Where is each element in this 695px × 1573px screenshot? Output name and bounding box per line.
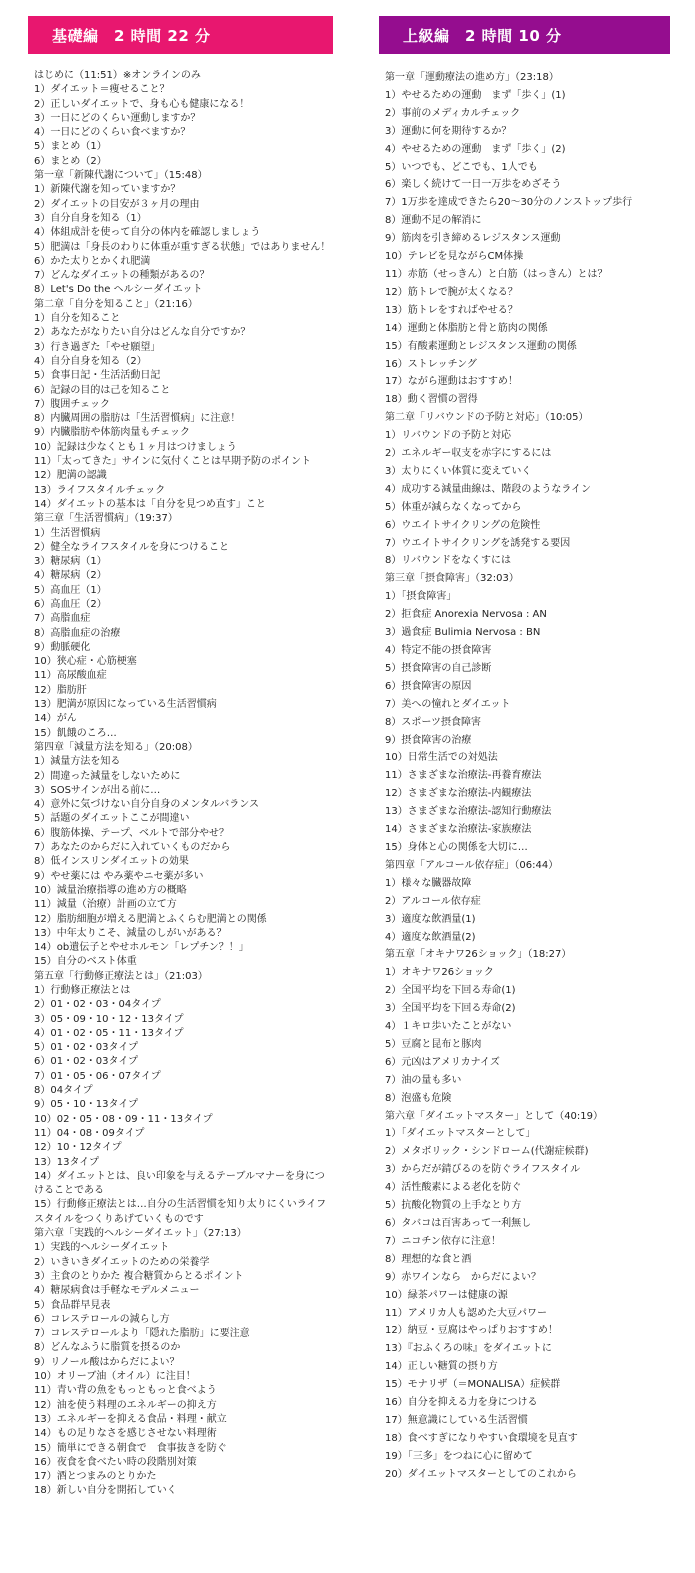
list-item: はじめに（11:51）※オンラインのみ: [34, 70, 201, 81]
list-item: 15）簡単にできる朝食で 食事抜きを防ぐ: [34, 1442, 227, 1454]
list-item: 2）あなたがなりたい自分はどんな自分ですか？: [34, 327, 251, 339]
list-item: 11）赤筋（せっきん）と白筋（はっきん）とは？: [385, 268, 608, 280]
list-item: 6）01・02・03タイプ: [34, 1056, 139, 1068]
list-item: 1）リバウンドの予防と対応: [385, 430, 512, 442]
list-item: 1）新陳代謝を知っていますか？: [34, 184, 181, 196]
list-item: 10）オリーブ油（オイル）に注目！: [34, 1371, 196, 1383]
list-item: 14）ダイエットとは、良い印象を与えるテーブルマナーを身につけることである: [34, 1170, 325, 1197]
list-item: 3）からだが錆びるのを防ぐライフスタイル: [385, 1164, 581, 1176]
list-item: 5）高血圧（1）: [34, 584, 107, 596]
list-item: 1）様々な臓器故障: [385, 877, 472, 889]
list-item: 1）減量方法を知る: [34, 756, 121, 768]
list-item: 9）やせ薬には やみ薬やニセ薬が多い: [34, 870, 204, 882]
list-item: 8）リバウンドをなくすには: [385, 555, 512, 567]
list-item: 11）アメリカ人も認めた大豆パワー: [385, 1307, 548, 1319]
list-item: 5）食事日記・生活活動日記: [34, 370, 161, 382]
list-item: 3）自分自身を知る（1）: [34, 212, 147, 224]
list-item: 4）体組成計を使って自分の体内を確認しましょう: [34, 227, 261, 239]
list-item: 9）筋肉を引き締めるレジスタンス運動: [385, 233, 561, 245]
list-item: 14）もの足りなさを感じさせない料理術: [34, 1428, 217, 1440]
list-item: 6）元凶はアメリカナイズ: [385, 1056, 500, 1068]
list-item: 6）腹筋体操、テープ、ベルトで部分やせ？: [34, 827, 230, 839]
list-item: 8）低インスリンダイエットの効果: [34, 856, 189, 868]
list-item: 6）高血圧（2）: [34, 598, 107, 610]
list-item: 14）ob遺伝子とやせホルモン「レプチン？！」: [34, 942, 249, 954]
basic-course-title: 基礎編 2 時間 22 分: [52, 26, 211, 45]
list-item: 16）自分を抑える力を身につける: [385, 1397, 538, 1409]
list-item: 第二章「リバウンドの予防と対応」（10:05）: [385, 412, 589, 424]
list-item: 8）泡盛も危険: [385, 1092, 452, 1104]
list-item: 16）夜食を食べたい時の段階別対策: [34, 1456, 197, 1468]
list-item: 1）生活習慣病: [34, 527, 101, 539]
list-item: 2）アルコール依存症: [385, 895, 481, 907]
list-item: 10）記録は少なくとも１ヶ月はつけましょう: [34, 441, 237, 453]
list-item: 15）行動修正療法とは…自分の生活習慣を知り太りにくいライフスタイルをつくりあげていくものです: [34, 1199, 327, 1225]
list-item: 10）減量治療指導の進め方の概略: [34, 884, 187, 896]
list-item: 17）ながら運動はおすすめ！: [385, 376, 518, 388]
advanced-course-header: [379, 16, 670, 54]
list-item: 5）話題のダイエットここが間違い: [34, 813, 190, 825]
list-item: 第一章「新陳代謝について」（15:48）: [34, 170, 208, 182]
list-item: 4）糖尿病食は手軽なモデルメニュー: [34, 1285, 200, 1297]
list-item: 18）新しい自分を開拓していく: [34, 1485, 177, 1497]
basic-course-column: [28, 16, 333, 1499]
list-item: 5）食品群早見表: [34, 1299, 111, 1311]
list-item: 8）スポーツ摂食障害: [385, 716, 481, 728]
list-item: 3）運動に何を期待するか？: [385, 125, 512, 137]
list-item: 13）エネルギーを抑える食品・料理・献立: [34, 1413, 227, 1425]
list-item: 5）いつでも、どこでも、1人でも: [385, 161, 538, 173]
list-item: 6）タバコは百害あって一利無し: [385, 1218, 532, 1229]
list-item: 7）01・05・06・07タイプ: [34, 1070, 161, 1082]
list-item: 14）正しい糖質の摂り方: [385, 1361, 498, 1373]
list-item: 13）さまざまな治療法-認知行動療法: [385, 806, 552, 818]
list-item: 7）あなたのからだに入れていくものだから: [34, 842, 231, 854]
list-item: 12）脂肪肝: [34, 684, 87, 696]
list-item: 13）中年太りこそ、減量のしがいがある？: [34, 927, 227, 939]
list-item: 14）さまざまな治療法-家族療法: [385, 824, 532, 836]
list-item: 第二章「自分を知ること」（21:16）: [34, 298, 198, 310]
list-item: 4）１キロ歩いたことがない: [385, 1021, 512, 1033]
list-item: 第三章「生活習慣病」（19:37）: [34, 513, 178, 525]
list-item: 8）Let's Do the ヘルシーダイエット: [34, 284, 203, 296]
list-item: 13）13タイプ: [34, 1156, 99, 1168]
list-item: 6）楽しく続けて一日一万歩をめざそう: [385, 179, 562, 191]
list-item: 13）『おふくろの味』をダイエットに: [385, 1343, 552, 1355]
list-item: 15）自分のベスト体重: [34, 956, 137, 968]
list-item: 11）さまざまな治療法-再養育療法: [385, 770, 542, 782]
list-item: 3）過食症 Bulimia Nervosa : BN: [385, 627, 541, 639]
list-item: 1）実践的ヘルシーダイエット: [34, 1242, 170, 1254]
list-item: 2）間違った減量をしないために: [34, 770, 181, 782]
list-item: 15）身体と心の関係を大切に…: [385, 841, 528, 853]
list-item: 10）テレビを見ながらCM体操: [385, 251, 524, 263]
list-item: 12）10・12タイプ: [34, 1142, 122, 1154]
list-item: 17）酒とつまみのとりかた: [34, 1471, 157, 1483]
list-item: 8）高脂血症の治療: [34, 627, 121, 639]
list-item: 17）無意識にしている生活習慣: [385, 1414, 528, 1426]
list-item: 14）運動と体脂肪と骨と筋肉の関係: [385, 322, 548, 334]
list-item: 5）01・02・03タイプ: [34, 1042, 139, 1054]
list-item: 2）ダイエットの目安が３ヶ月の理由: [34, 198, 200, 210]
list-item: 1）ダイエット＝痩せること？: [34, 84, 170, 96]
advanced-course-column: [379, 16, 670, 1484]
list-item: 第一章「運動療法の進め方」（23:18）: [385, 72, 559, 83]
list-item: 11）「太ってきた」サインに気付くことは早期予防のポイント: [34, 456, 312, 468]
list-item: 7）腹囲チェック: [34, 398, 111, 410]
list-item: 2）健全なライフスタイルを身につけること: [34, 541, 229, 553]
list-item: 1）オキナワ26ショック: [385, 967, 494, 979]
list-item: 6）まとめ（2）: [34, 155, 107, 167]
list-item: 15）モナリザ（＝MONALISA）症候群: [385, 1379, 561, 1391]
list-item: 3）SOSサインが出る前に…: [34, 784, 161, 796]
list-item: 7）コレステロールより「隠れた脂肪」に要注意: [34, 1328, 250, 1340]
list-item: 20）ダイエットマスターとしてのこれから: [385, 1468, 577, 1480]
list-item: 2）拒食症 Anorexia Nervosa : AN: [385, 609, 547, 621]
list-item: 10）緑茶パワーは健康の源: [385, 1289, 508, 1301]
list-item: 2）いきいきダイエットのための栄養学: [34, 1256, 210, 1268]
list-item: 11）青い背の魚をもっともっと食べよう: [34, 1385, 217, 1397]
list-item: 13）肥満が原因になっている生活習慣病: [34, 699, 217, 711]
list-item: 3）主食のとりかた 複合糖質からとるポイント: [34, 1270, 244, 1282]
list-item: 5）体重が減らなくなってから: [385, 501, 522, 513]
list-item: 第四章「アルコール依存症」（06:44）: [385, 859, 559, 871]
list-item: 6）記録の目的は己を知ること: [34, 384, 171, 396]
list-item: 19）「三多」をつねに心に留めて: [385, 1450, 533, 1462]
list-item: 1）行動修正療法とは: [34, 985, 131, 996]
list-item: 2）事前のメディカルチェック: [385, 107, 521, 119]
list-item: 第六章「ダイエットマスター」として（40:19）: [385, 1110, 604, 1122]
list-item: 3）全国平均を下回る寿命(2): [385, 1003, 516, 1015]
list-item: 5）豆腐と昆布と豚肉: [385, 1038, 482, 1050]
list-item: 2）エネルギー収支を赤字にするには: [385, 448, 552, 460]
list-item: 3）適度な飲酒量(1): [385, 913, 476, 925]
advanced-course-chapter-list: [385, 69, 670, 1484]
list-item: 4）一日にどのくらい食べますか？: [34, 127, 191, 139]
list-item: 5）摂食障害の自己診断: [385, 662, 492, 674]
list-item: 8）どんなふうに脂質を摂るのか: [34, 1342, 181, 1354]
list-item: 5）肥満は「身長のわりに体重が重すぎる状態」ではありません！: [34, 241, 331, 253]
list-item: 9）05・10・13タイプ: [34, 1099, 139, 1111]
list-item: 9）赤ワインなら からだによい？: [385, 1271, 542, 1283]
list-item: 12）納豆・豆腐はやっぱりおすすめ！: [385, 1325, 558, 1337]
list-item: 3）一日にどのくらい運動しますか？: [34, 112, 201, 124]
list-item: 14）がん: [34, 713, 77, 725]
list-item: 第六章「実践的ヘルシーダイエット」（27:13）: [34, 1228, 247, 1240]
basic-course-chapter-list: [34, 69, 333, 1499]
list-item: 第四章「減量方法を知る」（20:08）: [34, 741, 198, 753]
list-item: 第五章「行動修正療法とは」（21:03）: [34, 970, 208, 982]
list-item: 10）狭心症・心筋梗塞: [34, 656, 137, 668]
list-item: 10）日常生活での対処法: [385, 752, 498, 764]
list-item: 9）摂食障害の治療: [385, 734, 472, 746]
list-item: 4）特定不能の摂食障害: [385, 645, 492, 656]
list-item: 2）全国平均を下回る寿命(1): [385, 985, 516, 997]
list-item: 15）有酸素運動とレジスタンス運動の関係: [385, 340, 577, 352]
list-item: 4）やせるための運動 まず「歩く」(2): [385, 143, 566, 155]
list-item: 7）どんなダイエットの種類があるの？: [34, 270, 210, 282]
list-item: 9）内臓脂肪や体筋肉量もチェック: [34, 427, 191, 439]
list-item: 3）行き過ぎた「やせ願望」: [34, 341, 161, 353]
basic-course-header: [28, 16, 333, 54]
list-item: 8）理想的な食と酒: [385, 1253, 472, 1265]
list-item: 第三章「摂食障害」（32:03）: [385, 573, 519, 585]
list-item: 18）動く習慣の習得: [385, 394, 478, 406]
list-item: 10）02・05・08・09・11・13タイプ: [34, 1113, 213, 1125]
list-item: 2）メタボリック・シンドローム(代謝症候群): [385, 1146, 589, 1158]
list-item: 4）意外に気づけない自分自身のメンタルバランス: [34, 799, 259, 811]
list-item: 15）飢餓のころ…: [34, 727, 117, 739]
list-item: 16）ストレッチング: [385, 358, 477, 370]
list-item: 11）減量（治療）計画の立て方: [34, 899, 177, 911]
list-item: 4）01・02・05・11・13タイプ: [34, 1027, 184, 1039]
list-item: 11）04・08・09タイプ: [34, 1127, 145, 1139]
list-item: 6）摂食障害の原因: [385, 680, 472, 692]
list-item: 9）動脈硬化: [34, 641, 91, 653]
list-item: 3）太りにくい体質に変えていく: [385, 465, 532, 477]
list-item: 4）糖尿病（2）: [34, 570, 107, 582]
list-item: 13）ライフスタイルチェック: [34, 484, 166, 496]
list-item: 12）油を使う料理のエネルギーの抑え方: [34, 1399, 217, 1411]
list-item: 12）筋トレで腕が太くなる？: [385, 286, 518, 298]
list-item: 3）05・09・10・12・13タイプ: [34, 1013, 184, 1025]
list-item: 7）ニコチン依存に注意！: [385, 1235, 501, 1247]
list-item: 12）肥満の認識: [34, 470, 107, 482]
list-item: 7）1万歩を達成できたら20～30分のノンストップ歩行: [385, 197, 633, 209]
list-item: 12）さまざまな治療法-内観療法: [385, 788, 532, 800]
list-item: 5）抗酸化物質の上手なとり方: [385, 1200, 522, 1212]
list-item: 4）成功する減量曲線は、階段のようなライン: [385, 483, 592, 495]
list-item: 18）食べすぎになりやすい食環境を見直す: [385, 1432, 578, 1444]
list-item: 8）内臓周囲の脂肪は「生活習慣病」に注意！: [34, 413, 241, 425]
list-item: 14）ダイエットの基本は「自分を見つめ直す」こと: [34, 498, 266, 510]
list-item: 4）自分自身を知る（2）: [34, 355, 147, 367]
list-item: 7）ウエイトサイクリングを誘発する要因: [385, 537, 571, 549]
list-item: 2）01・02・03・04タイプ: [34, 999, 161, 1011]
list-item: 1）自分を知ること: [34, 313, 121, 325]
list-item: 4）適度な飲酒量(2): [385, 931, 476, 943]
list-item: 8）運動不足の解消に: [385, 215, 482, 227]
list-item: 3）糖尿病（1）: [34, 556, 107, 568]
list-item: 7）美への憧れとダイエット: [385, 698, 511, 710]
list-item: 1）「摂食障害」: [385, 591, 457, 603]
list-item: 5）まとめ（1）: [34, 141, 107, 153]
list-item: 6）ウエイトサイクリングの危険性: [385, 519, 541, 531]
list-item: 1）やせるための運動 まず「歩く」(1): [385, 89, 566, 101]
list-item: 1）「ダイエットマスターとして」: [385, 1128, 536, 1140]
list-item: 13）筋トレをすればやせる？: [385, 304, 518, 316]
advanced-course-title: 上級編 2 時間 10 分: [403, 26, 562, 45]
list-item: 6）かた太りとかくれ肥満: [34, 255, 151, 267]
list-item: 12）脂肪細胞が増える肥満とふくらむ肥満との関係: [34, 913, 267, 925]
list-item: 4）活性酸素による老化を防ぐ: [385, 1182, 522, 1194]
list-item: 9）リノール酸はからだによい？: [34, 1356, 180, 1368]
list-item: 8）04タイプ: [34, 1085, 93, 1097]
list-item: 第五章「オキナワ26ショック」（18:27）: [385, 949, 572, 961]
list-item: 6）コレステロールの減らし方: [34, 1313, 170, 1325]
list-item: 2）正しいダイエットで、身も心も健康になる！: [34, 98, 250, 110]
list-item: 7）油の量も多い: [385, 1074, 462, 1086]
list-item: 11）高尿酸血症: [34, 670, 107, 682]
list-item: 7）高脂血症: [34, 613, 91, 625]
